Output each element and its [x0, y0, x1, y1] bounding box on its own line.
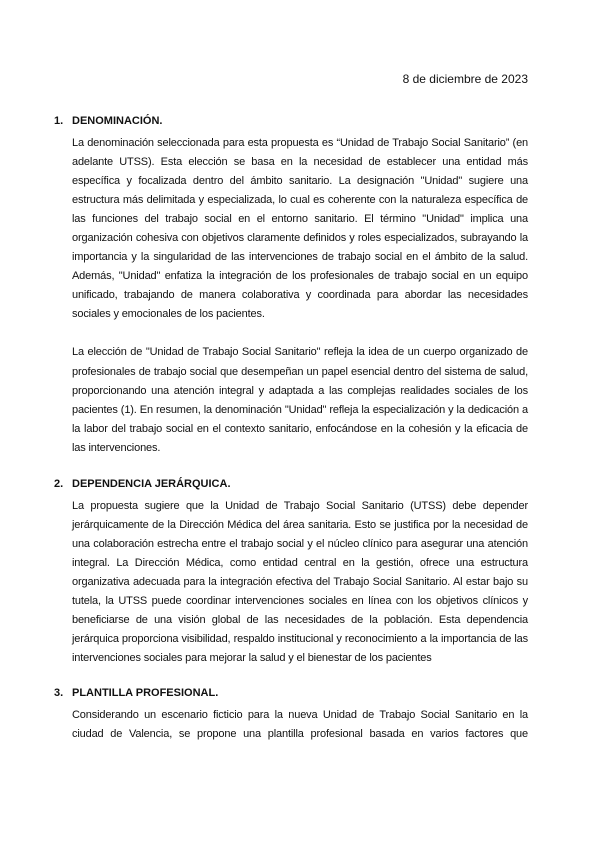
paragraph: La denominación seleccionada para esta propuesta es “Unidad de Trabajo Social Sanitario” (en adelante UTSS). Esta elección se basa en la necesidad de establecer una entidad más específica y focalizada dentro del ámbito sanitario. La designación "Unidad" sugiere una estructura más delimitada y especializada, lo cual es coherente con la naturaleza específica de las funciones del trabajo social en el entorno sanitario. El término "Unidad" implica una organización cohesiva con objetivos claramente definidos y roles especializados, subrayando la importancia y la singularidad de las intervenciones de trabajo social en el ámbito de la salud. Además, "Unidad" enfatiza la integración de los profesionales de trabajo social en un equipo unificado, trabajando de manera colaborativa y coordinada para abordar las necesidades sociales y emocionales de los pacientes.: [72, 137, 528, 321]
document-date: 8 de diciembre de 2023: [402, 72, 528, 86]
section-title: DEPENDENCIA JERÁRQUICA.: [72, 477, 231, 490]
section-number: 1.: [54, 115, 64, 127]
section-heading: [54, 114, 528, 129]
section-title: DENOMINACIÓN.: [72, 115, 163, 127]
section-denominacion: [54, 114, 528, 458]
section-plantilla-profesional: [54, 686, 528, 744]
document-body: [54, 114, 528, 744]
section-dependencia-jerarquica: [54, 477, 528, 668]
paragraph: Considerando un escenario ficticio para la nueva Unidad de Trabajo Social Sanitario en la ciudad de Valencia, se propone una plantilla profesional basada en varios factores que: [72, 709, 528, 741]
section-heading: [54, 686, 528, 701]
section-number: 2.: [54, 477, 64, 490]
section-title: PLANTILLA PROFESIONAL.: [72, 687, 219, 700]
paragraph: La elección de "Unidad de Trabajo Social Sanitario" refleja la idea de un cuerpo organizado de profesionales de trabajo social que desempeñan un papel esencial dentro del sistema de salud, proporcionando una atención integral y adaptada a las complejas realidades sociales de los pacientes (1). En resumen, la denominación "Unidad" refleja la especialización y la dedicación a la labor del trabajo social en el contexto sanitario, enfocándose en la cohesión y la eficacia de las intervenciones.: [72, 346, 528, 454]
paragraph: La propuesta sugiere que la Unidad de Trabajo Social Sanitario (UTSS) debe depender jerárquicamente de la Dirección Médica del área sanitaria. Esto se justifica por la necesidad de una colaboración estrecha entre el trabajo social y el núcleo clínico para asegurar una atención integral. La Dirección Médica, como entidad central en la gestión, ofrece una estructura organizativa adecuada para la integración efectiva del Trabajo Social Sanitario. Al estar bajo su tutela, la UTSS puede coordinar intervenciones sociales en línea con los objetivos clínicos y beneficiarse de una visión global de las necesidades de la población. Esta dependencia jerárquica proporciona visibilidad, respaldo institucional y reconocimiento a la importancia de las intervenciones sociales para mejorar la salud y el bienestar de los pacientes: [72, 499, 528, 665]
section-heading: [54, 477, 528, 492]
section-number: 3.: [54, 687, 64, 700]
